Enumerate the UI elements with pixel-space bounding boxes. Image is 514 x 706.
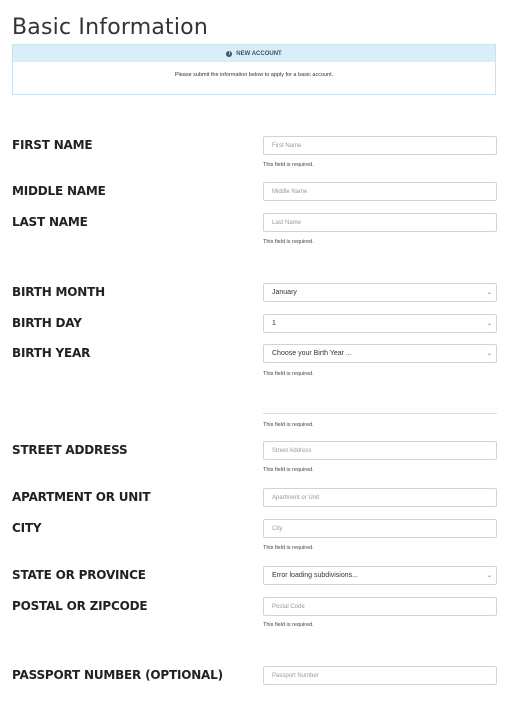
apartment-input[interactable]: Apartment or Unit xyxy=(263,488,497,507)
birth-month-value: January xyxy=(272,289,297,296)
state-value: Error loading subdivisions... xyxy=(272,572,358,579)
last-name-input[interactable]: Last Name xyxy=(263,213,497,232)
birth-day-value: 1 xyxy=(272,320,276,327)
street-address-input[interactable]: Street Address xyxy=(263,441,497,460)
chevron-down-icon: ⌄ xyxy=(486,351,492,357)
postal-help: This field is required. xyxy=(263,622,314,628)
postal-input[interactable]: Postal Code xyxy=(263,597,497,616)
birth-year-label: BIRTH YEAR xyxy=(12,346,91,360)
last-name-label: LAST NAME xyxy=(12,215,88,229)
street-address-help: This field is required. xyxy=(263,467,314,473)
state-select[interactable] xyxy=(263,566,497,585)
middle-name-label: MIDDLE NAME xyxy=(12,184,106,198)
state-label: STATE OR PROVINCE xyxy=(12,568,146,582)
chevron-down-icon: ⌄ xyxy=(486,290,492,296)
passport-input[interactable]: Passport Number xyxy=(263,666,497,685)
street-address-label: STREET ADDRESS xyxy=(12,443,128,457)
birth-year-value: Choose your Birth Year ... xyxy=(272,350,352,357)
chevron-down-icon: ⌄ xyxy=(486,573,492,579)
city-input[interactable]: City xyxy=(263,519,497,538)
section-divider xyxy=(263,413,497,414)
notice-heading: NEW ACCOUNT xyxy=(236,50,282,57)
last-name-help: This field is required. xyxy=(263,239,314,245)
info-icon: i xyxy=(226,51,232,57)
birth-year-help: This field is required. xyxy=(263,371,314,377)
passport-label: PASSPORT NUMBER (OPTIONAL) xyxy=(12,668,223,682)
apartment-label: APARTMENT OR UNIT xyxy=(12,490,151,504)
birth-day-select[interactable] xyxy=(263,314,497,333)
notice-header xyxy=(13,45,495,62)
first-name-label: FIRST NAME xyxy=(12,138,93,152)
notice-body: Please submit the information below to apply for a basic account. xyxy=(174,72,334,78)
postal-label: POSTAL OR ZIPCODE xyxy=(12,599,148,613)
birth-day-label: BIRTH DAY xyxy=(12,316,82,330)
first-name-input[interactable]: First Name xyxy=(263,136,497,155)
address-section-help: This field is required. xyxy=(263,422,314,428)
birth-month-label: BIRTH MONTH xyxy=(12,285,105,299)
city-label: CITY xyxy=(12,521,42,535)
middle-name-input[interactable]: Middle Name xyxy=(263,182,497,201)
new-account-notice xyxy=(12,44,496,95)
birth-year-select[interactable] xyxy=(263,344,497,363)
page-title: Basic Information xyxy=(12,15,208,40)
city-help: This field is required. xyxy=(263,545,314,551)
birth-month-select[interactable] xyxy=(263,283,497,302)
chevron-down-icon: ⌄ xyxy=(486,321,492,327)
first-name-help: This field is required. xyxy=(263,162,314,168)
